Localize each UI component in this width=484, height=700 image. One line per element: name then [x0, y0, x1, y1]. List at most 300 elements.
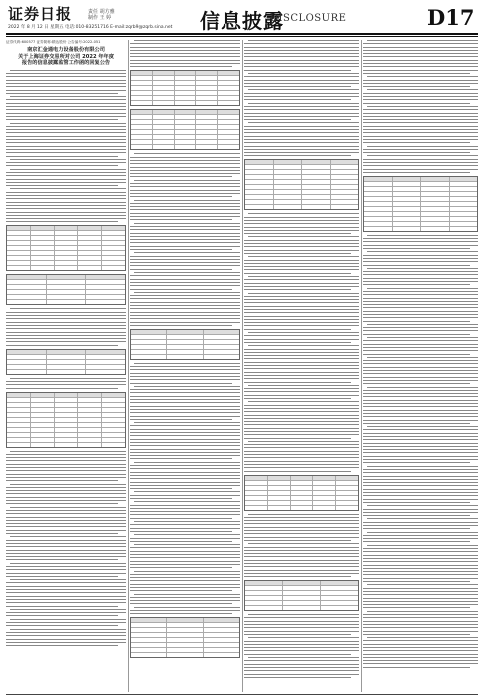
text-line — [130, 600, 240, 601]
text-line — [130, 508, 240, 509]
text-line — [363, 571, 478, 572]
text-line — [363, 396, 478, 397]
text-line — [248, 543, 359, 544]
text-line — [6, 582, 126, 583]
text-line — [244, 382, 351, 383]
text-line — [244, 362, 359, 363]
text-line — [130, 409, 240, 410]
text-line — [363, 284, 470, 285]
text-line — [367, 235, 478, 236]
text-line — [363, 80, 478, 81]
body-text-block — [6, 70, 126, 646]
text-line — [130, 445, 240, 446]
text-line — [244, 464, 359, 465]
text-line — [10, 96, 126, 97]
text-line — [130, 265, 240, 266]
text-line — [134, 40, 240, 41]
text-line — [6, 139, 126, 140]
text-line — [244, 60, 359, 61]
text-line — [6, 520, 126, 521]
masthead-rule-thin — [6, 36, 478, 37]
text-line — [363, 241, 478, 242]
text-line — [6, 497, 126, 498]
text-line — [6, 165, 118, 166]
text-line — [244, 664, 359, 665]
text-line — [6, 312, 126, 313]
text-line — [244, 149, 359, 150]
text-line — [130, 246, 240, 247]
text-line — [248, 332, 359, 333]
text-line — [6, 523, 126, 524]
column-1 — [6, 40, 126, 692]
text-line — [363, 631, 478, 632]
text-line — [248, 345, 359, 346]
text-line — [244, 126, 359, 127]
text-line — [244, 461, 359, 462]
text-line — [130, 269, 232, 270]
text-line — [130, 233, 240, 234]
edition-producer: 制作 王 婷 — [88, 15, 112, 21]
text-line — [130, 262, 240, 263]
text-line — [244, 146, 359, 147]
newspaper-logo: 证券日报 — [8, 5, 73, 23]
text-line — [363, 56, 478, 57]
text-line — [6, 83, 126, 84]
text-line — [244, 621, 359, 622]
text-line — [6, 208, 126, 209]
text-line — [244, 322, 359, 323]
text-line — [248, 256, 359, 257]
text-line — [244, 654, 351, 655]
text-line — [248, 89, 359, 90]
text-line — [6, 175, 126, 176]
text-line — [130, 452, 240, 453]
text-line — [363, 528, 470, 529]
text-line — [130, 435, 240, 436]
text-line — [244, 391, 359, 392]
text-line — [363, 568, 478, 569]
text-line — [130, 518, 232, 519]
text-line — [363, 377, 478, 378]
text-line — [363, 416, 478, 417]
data-table — [244, 475, 359, 511]
text-line — [248, 122, 359, 123]
text-line — [363, 512, 478, 513]
text-line — [130, 186, 240, 187]
text-line — [363, 558, 478, 559]
text-line — [10, 579, 126, 580]
text-line — [130, 603, 232, 604]
text-line — [363, 588, 478, 589]
data-table — [130, 70, 240, 106]
text-line — [130, 458, 232, 459]
text-line — [6, 182, 126, 183]
text-line — [367, 251, 478, 252]
text-line — [6, 149, 126, 150]
text-line — [244, 220, 359, 221]
text-line — [363, 548, 478, 549]
text-line — [6, 513, 126, 514]
text-line — [6, 93, 118, 94]
text-line — [6, 221, 118, 222]
text-line — [363, 99, 478, 100]
text-line — [244, 530, 359, 531]
edition-info — [88, 9, 115, 21]
text-line — [130, 389, 240, 390]
text-line — [244, 451, 359, 452]
text-line — [244, 329, 351, 330]
text-line — [134, 544, 240, 545]
text-line — [130, 366, 240, 367]
text-line — [244, 352, 359, 353]
text-line — [6, 546, 126, 547]
table-row — [131, 653, 239, 657]
text-line — [363, 347, 478, 348]
body-text-block — [363, 40, 478, 668]
text-line — [130, 468, 240, 469]
column-divider — [128, 40, 129, 692]
text-line — [363, 53, 478, 54]
page-number: D17 — [427, 5, 475, 30]
text-line — [6, 559, 118, 560]
text-line — [244, 547, 359, 548]
text-line — [6, 642, 126, 643]
text-line — [363, 265, 470, 266]
text-line — [6, 179, 126, 180]
text-line — [130, 419, 232, 420]
text-line — [363, 565, 478, 566]
text-line — [363, 482, 478, 483]
text-line — [6, 526, 126, 527]
text-line — [363, 594, 478, 595]
section-title-en: DISCLOSURE — [270, 13, 347, 24]
text-line — [6, 530, 126, 531]
text-line — [367, 584, 478, 585]
text-line — [244, 223, 359, 224]
text-line — [244, 139, 359, 140]
text-line — [244, 660, 359, 661]
text-line — [244, 677, 351, 678]
text-line — [244, 444, 359, 445]
text-line — [134, 386, 240, 387]
text-line — [363, 390, 478, 391]
text-line — [130, 282, 240, 283]
text-line — [244, 233, 351, 234]
text-line — [130, 547, 240, 548]
text-line — [363, 245, 478, 246]
text-line — [6, 345, 118, 346]
text-line — [130, 610, 240, 611]
text-line — [130, 495, 240, 496]
column-3 — [244, 40, 359, 692]
text-line — [244, 523, 359, 524]
text-line — [130, 482, 240, 483]
text-line — [363, 307, 478, 308]
text-line — [130, 63, 240, 64]
text-line — [6, 152, 126, 153]
text-line — [244, 641, 359, 642]
text-line — [244, 540, 351, 541]
text-line — [6, 645, 118, 646]
text-line — [363, 650, 478, 651]
text-line — [244, 647, 359, 648]
text-line — [130, 325, 232, 326]
masthead-rule — [6, 33, 478, 35]
text-line — [244, 116, 359, 117]
text-line — [130, 318, 240, 319]
text-line — [6, 487, 126, 488]
body-text-block — [130, 40, 240, 658]
text-line — [363, 617, 478, 618]
text-line — [363, 370, 478, 371]
text-line — [363, 515, 470, 516]
text-line — [244, 454, 359, 455]
text-line — [244, 573, 359, 574]
text-line — [6, 625, 118, 626]
table-row — [245, 506, 358, 510]
text-line — [6, 470, 126, 471]
text-line — [367, 466, 478, 467]
text-line — [244, 76, 359, 77]
text-line — [6, 80, 126, 81]
text-line — [130, 60, 240, 61]
text-line — [367, 426, 478, 427]
text-line — [363, 522, 478, 523]
text-line — [367, 288, 478, 289]
text-line — [363, 456, 478, 457]
text-line — [363, 479, 478, 480]
text-line — [6, 192, 126, 193]
text-line — [10, 451, 126, 452]
text-line — [130, 190, 240, 191]
column-divider — [242, 40, 243, 692]
text-line — [6, 185, 118, 186]
text-line — [363, 604, 478, 605]
text-line — [244, 365, 359, 366]
text-line — [363, 258, 478, 259]
text-line — [6, 142, 126, 143]
text-line — [367, 518, 478, 519]
text-line — [244, 418, 359, 419]
text-line — [130, 167, 240, 168]
text-line — [130, 485, 240, 486]
text-line — [367, 505, 478, 506]
text-line — [130, 561, 240, 562]
text-line — [367, 532, 478, 533]
text-line — [244, 260, 359, 261]
text-line — [10, 563, 126, 564]
text-line — [248, 401, 359, 402]
text-line — [6, 490, 126, 491]
text-line — [244, 66, 359, 67]
text-line — [130, 249, 232, 250]
text-line — [6, 510, 126, 511]
text-line — [244, 53, 359, 54]
data-table — [6, 225, 126, 271]
text-line — [363, 495, 478, 496]
text-line — [363, 255, 478, 256]
text-line — [6, 119, 118, 120]
text-line — [244, 438, 351, 439]
text-line — [6, 615, 118, 616]
text-line — [363, 152, 470, 153]
text-line — [130, 275, 240, 276]
text-line — [248, 385, 359, 386]
text-line — [363, 116, 478, 117]
text-line — [6, 341, 126, 342]
text-line — [367, 637, 478, 638]
text-line — [130, 580, 240, 581]
text-line — [363, 274, 478, 275]
text-line — [244, 339, 359, 340]
text-line — [244, 627, 359, 628]
text-line — [363, 469, 478, 470]
text-line — [130, 302, 240, 303]
text-line — [6, 493, 126, 494]
text-line — [130, 412, 240, 413]
text-line — [244, 266, 359, 267]
masthead — [0, 0, 484, 38]
text-line — [6, 384, 126, 385]
text-line — [130, 213, 240, 214]
text-line — [363, 492, 478, 493]
text-line — [130, 613, 232, 614]
text-line — [363, 113, 478, 114]
text-line — [130, 239, 240, 240]
text-line — [363, 383, 470, 384]
text-line — [367, 40, 478, 41]
text-line — [130, 163, 240, 164]
text-line — [6, 146, 126, 147]
text-line — [363, 452, 478, 453]
text-line — [363, 47, 478, 48]
body-text-block — [244, 40, 359, 678]
text-line — [244, 674, 359, 675]
text-line — [130, 43, 240, 44]
text-line — [363, 502, 470, 503]
text-line — [130, 47, 240, 48]
text-line — [130, 176, 232, 177]
text-line — [367, 89, 478, 90]
text-line — [6, 517, 126, 518]
text-line — [130, 439, 240, 440]
text-line — [363, 485, 478, 486]
text-line — [363, 281, 478, 282]
text-line — [6, 99, 126, 100]
text-line — [130, 514, 240, 515]
text-line — [244, 286, 359, 287]
text-line — [130, 597, 240, 598]
text-line — [6, 156, 118, 157]
text-line — [248, 637, 359, 638]
text-line — [363, 647, 478, 648]
text-line — [244, 358, 359, 359]
text-line — [10, 629, 126, 630]
text-line — [130, 567, 232, 568]
text-line — [244, 576, 351, 577]
text-line — [130, 279, 240, 280]
text-line — [244, 368, 359, 369]
text-line — [130, 524, 240, 525]
text-line — [244, 335, 359, 336]
text-line — [130, 308, 240, 309]
text-line — [244, 80, 359, 81]
text-line — [130, 488, 232, 489]
text-line — [363, 50, 478, 51]
text-line — [130, 577, 240, 578]
text-line — [6, 328, 126, 329]
dateline: 2022 年 8 月 12 日 星期五 电话:010-83251716 E-mail:zqrb9@zqrb.sina.net — [8, 25, 173, 30]
text-line — [244, 129, 359, 130]
text-line — [244, 243, 359, 244]
text-line — [363, 403, 478, 404]
text-line — [244, 372, 359, 373]
text-line — [367, 324, 478, 325]
text-line — [363, 159, 478, 160]
text-line — [134, 363, 240, 364]
text-line — [367, 611, 478, 612]
text-line — [363, 109, 478, 110]
text-line — [363, 660, 478, 661]
text-line — [363, 640, 478, 641]
text-line — [244, 132, 359, 133]
table-row — [7, 370, 125, 374]
text-line — [6, 162, 126, 163]
text-line — [130, 56, 240, 57]
text-line — [6, 464, 126, 465]
text-line — [6, 589, 126, 590]
text-line — [130, 557, 240, 558]
text-line — [244, 447, 359, 448]
text-line — [130, 206, 240, 207]
text-line — [244, 316, 359, 317]
text-line — [363, 70, 478, 71]
text-line — [367, 106, 478, 107]
text-line — [6, 86, 126, 87]
text-line — [363, 66, 478, 67]
text-line — [363, 667, 470, 668]
text-line — [6, 106, 126, 107]
text-line — [363, 86, 470, 87]
text-line — [244, 283, 359, 284]
text-line — [363, 601, 478, 602]
text-line — [6, 212, 126, 213]
text-line — [363, 63, 478, 64]
text-line — [134, 252, 240, 253]
text-line — [130, 528, 240, 529]
text-line — [6, 540, 126, 541]
data-table — [130, 329, 240, 360]
text-line — [244, 375, 359, 376]
table-row — [245, 606, 358, 610]
text-line — [363, 271, 478, 272]
text-line — [6, 599, 126, 600]
text-line — [363, 321, 470, 322]
text-line — [130, 396, 240, 397]
text-line — [363, 472, 478, 473]
text-line — [244, 434, 359, 435]
text-line — [363, 443, 478, 444]
text-line — [134, 180, 240, 181]
text-line — [363, 449, 478, 450]
text-line — [6, 335, 126, 336]
text-line — [130, 196, 232, 197]
text-line — [244, 43, 359, 44]
text-line — [130, 406, 240, 407]
text-line — [10, 536, 126, 537]
text-line — [6, 622, 126, 623]
text-line — [363, 446, 478, 447]
